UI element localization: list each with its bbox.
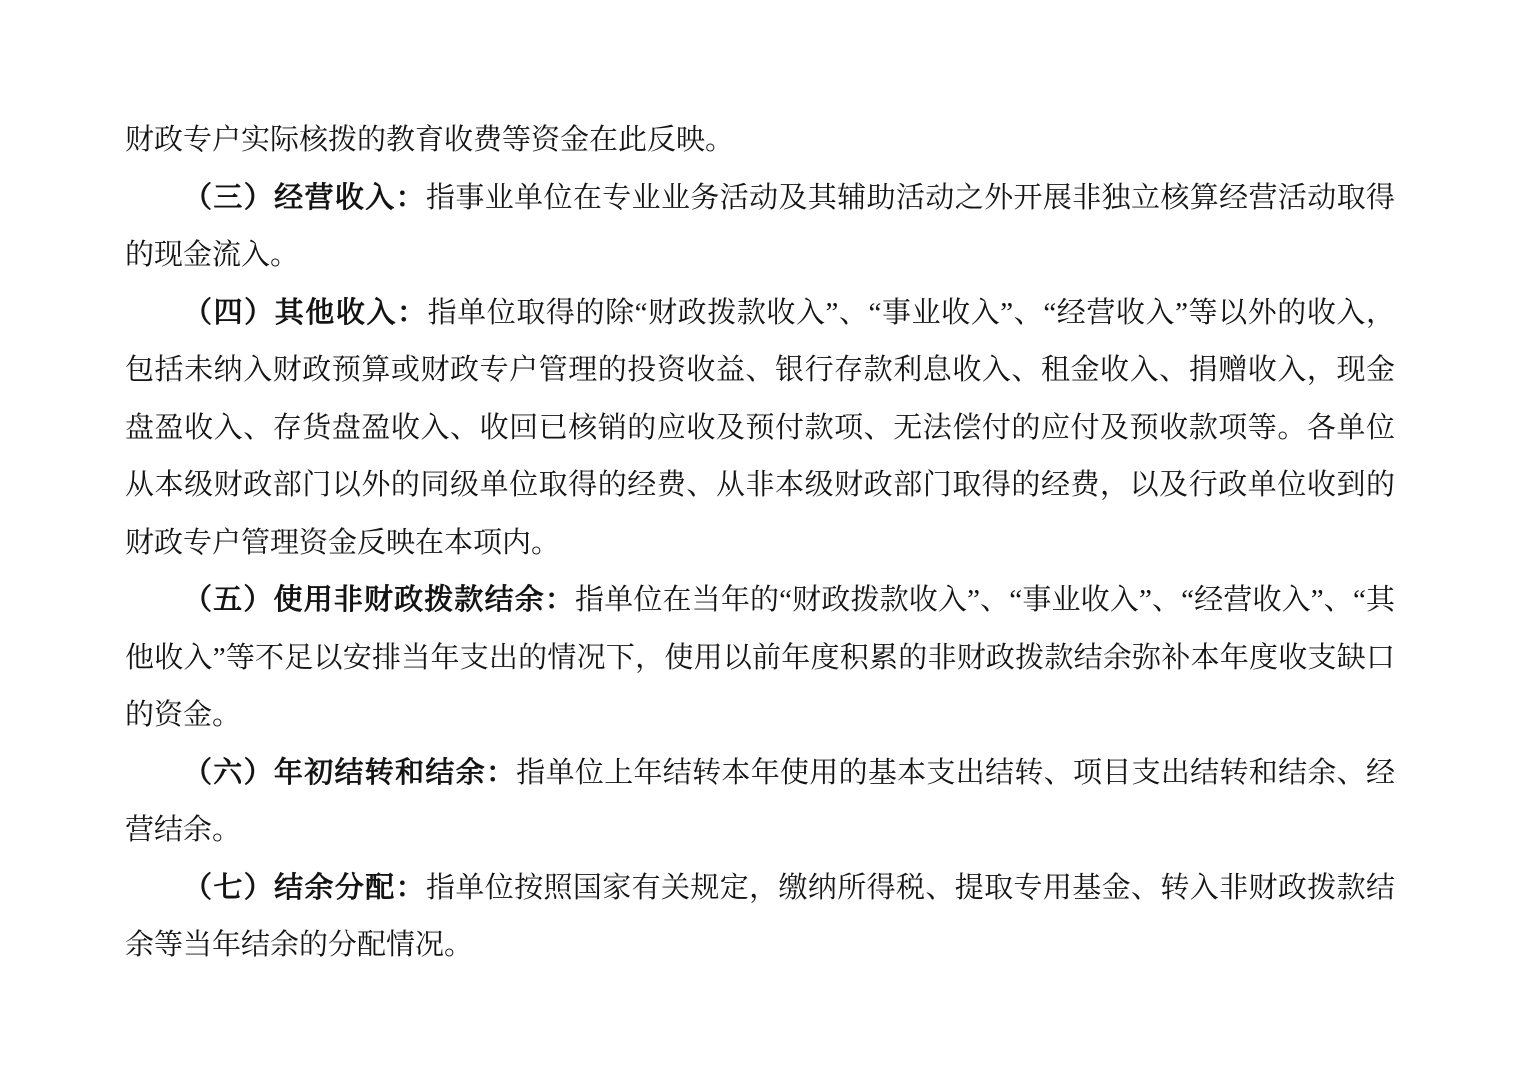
paragraph-item-7-surplus-distribution — [125, 860, 1395, 975]
paragraph-term-label: （五）使用非财政拨款结余： — [183, 584, 576, 616]
paragraph-text: 指单位按照国家有关规定，缴纳所得税、提取专用基金、转入非财政拨款结余等当年结余的分配情况。 — [125, 871, 1395, 961]
paragraph-term-label: （七）结余分配： — [183, 871, 426, 904]
paragraph-text: 财政专户实际核拨的教育收费等资金在此反映。 — [125, 124, 735, 156]
paragraph-text: 指事业单位在专业业务活动及其辅助活动之外开展非独立核算经营活动取得的现金流入。 — [125, 181, 1395, 271]
paragraph-text: 指单位上年结转本年使用的基本支出结转、项目支出结转和结余、经营结余。 — [125, 756, 1395, 846]
paragraph-continuation — [125, 112, 1395, 170]
paragraph-text: 指单位在当年的“财政拨款收入”、“事业收入”、“经营收入”、“其他收入”等不足以安排当年支出的情况下，使用以前年度积累的非财政拨款结余弥补本年度收支缺口的资金。 — [125, 584, 1395, 731]
paragraph-item-3-operating-income — [125, 170, 1395, 285]
paragraph-item-6-beginning-year-carryover — [125, 745, 1395, 860]
paragraph-item-5-use-of-non-fiscal-carryover — [125, 572, 1395, 745]
paragraph-term-label: （四）其他收入： — [183, 296, 428, 329]
paragraph-term-label: （三）经营收入： — [183, 181, 426, 214]
paragraph-item-4-other-income — [125, 285, 1395, 573]
paragraph-text: 指单位取得的除“财政拨款收入”、“事业收入”、“经营收入”等以外的收入，包括未纳入财政预算或财政专户管理的投资收益、银行存款利息收入、租金收入、捐赠收入，现金盘盈收入、存货盘盈收入、收回已核销的应收及预付款项、无法偿付的应付及预收款项等。各单位从本级财政部门以外的同级单位取得的经费、从非本级财政部门取得的经费，以及行政单位收到的财政专户管理资金反映在本项内。 — [125, 296, 1395, 559]
paragraph-term-label: （六）年初结转和结余： — [183, 756, 517, 789]
